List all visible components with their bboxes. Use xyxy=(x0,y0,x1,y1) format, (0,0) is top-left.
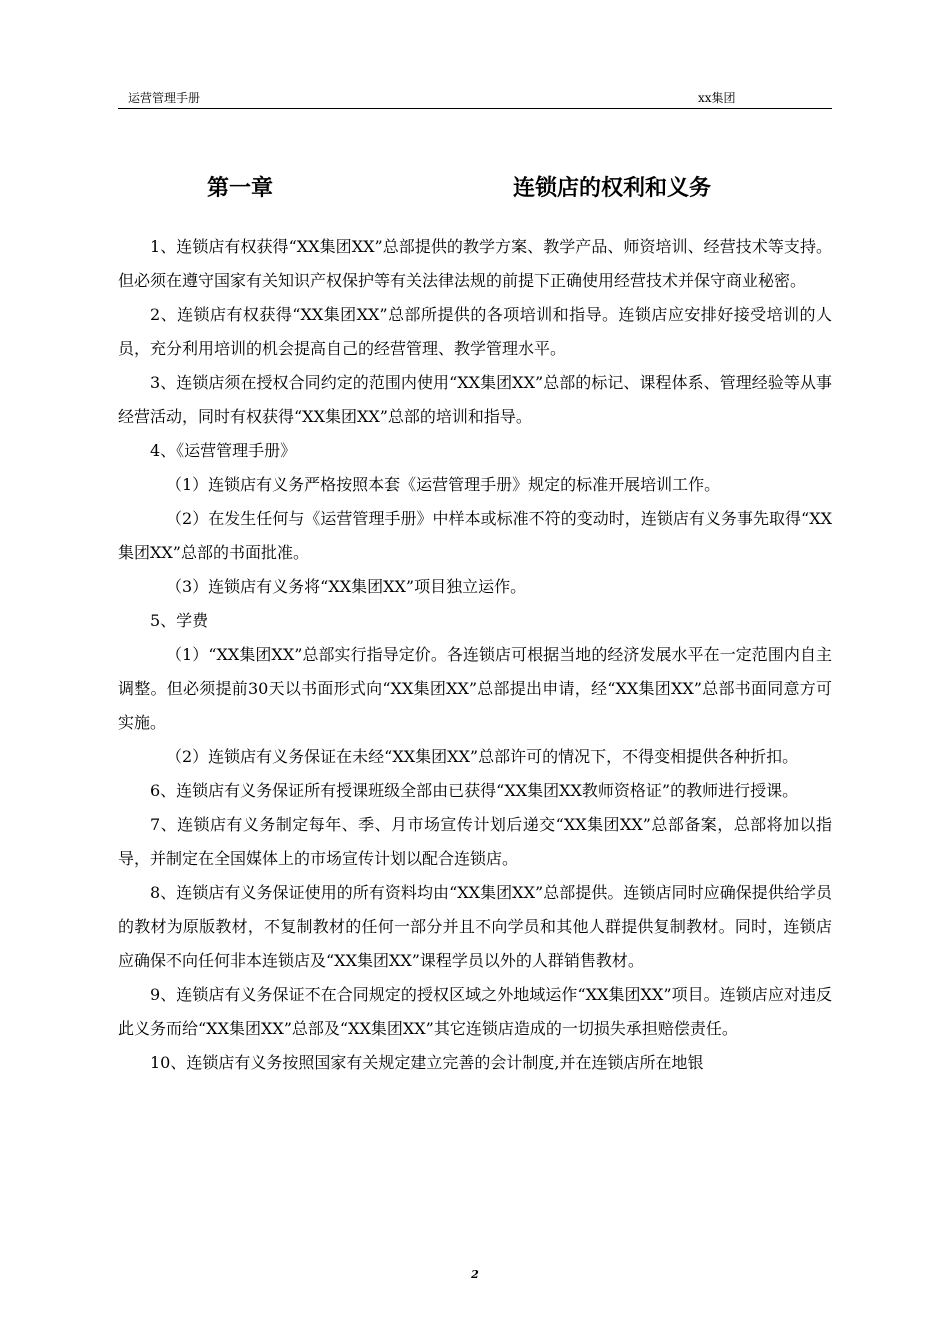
paragraph-4-2: （2）在发生任何与《运营管理手册》中样本或标准不符的变动时，连锁店有义务事先取得“XX集团XX”总部的书面批准。 xyxy=(118,509,832,562)
paragraph-10: 10、连锁店有义务按照国家有关规定建立完善的会计制度,并在连锁店所在地银 xyxy=(150,1053,704,1072)
header-doc-title: 运营管理手册 xyxy=(128,91,201,105)
document-body xyxy=(118,230,832,1080)
paragraph-4-1: （1）连锁店有义务严格按照本套《运营管理手册》规定的标准开展培训工作。 xyxy=(166,475,721,494)
paragraph-5-2: （2）连锁店有义务保证在未经“XX集团XX”总部许可的情况下，不得变相提供各种折扣。 xyxy=(166,747,799,766)
chapter-title xyxy=(0,172,950,206)
paragraph-8: 8、连锁店有义务保证使用的所有资料均由“XX集团XX”总部提供。连锁店同时应确保提供给学员的教材为原版教材，不复制教材的任何一部分并且不向学员和其他人群提供复制教材。同时，连锁店应确保不向任何非本连锁店及“XX集团XX”课程学员以外的人群销售教材。 xyxy=(118,883,832,970)
header-company: xx集团 xyxy=(698,91,736,105)
paragraph-5-heading: 5、学费 xyxy=(150,611,209,630)
page-number: 2 xyxy=(471,1268,479,1281)
page-header xyxy=(118,88,832,109)
paragraph-1: 1、连锁店有权获得“XX集团XX”总部提供的教学方案、教学产品、师资培训、经营技术等支持。但必须在遵守国家有关知识产权保护等有关法律法规的前提下正确使用经营技术并保守商业秘密。 xyxy=(118,237,832,290)
paragraph-5-1: （1）“XX集团XX”总部实行指导定价。各连锁店可根据当地的经济发展水平在一定范围内自主调整。但必须提前30天以书面形式向“XX集团XX”总部提出申请，经“XX集团XX”总部书面同意方可实施。 xyxy=(118,645,832,732)
paragraph-3: 3、连锁店须在授权合同约定的范围内使用“XX集团XX”总部的标记、课程体系、管理经验等从事经营活动，同时有权获得“XX集团XX”总部的培训和指导。 xyxy=(118,373,832,426)
paragraph-6: 6、连锁店有义务保证所有授课班级全部由已获得“XX集团XX教师资格证”的教师进行授课。 xyxy=(150,781,799,800)
paragraph-7: 7、连锁店有义务制定每年、季、月市场宣传计划后递交“XX集团XX”总部备案，总部将加以指导，并制定在全国媒体上的市场宣传计划以配合连锁店。 xyxy=(118,815,832,868)
paragraph-4-heading: 4、《运营管理手册》 xyxy=(150,441,297,460)
chapter-name: 连锁店的权利和义务 xyxy=(513,176,712,201)
paragraph-2: 2、连锁店有权获得“XX集团XX”总部所提供的各项培训和指导。连锁店应安排好接受培训的人员，充分利用培训的机会提高自己的经营管理、教学管理水平。 xyxy=(118,305,832,358)
chapter-number: 第一章 xyxy=(207,176,274,201)
paragraph-4-3: （3）连锁店有义务将“XX集团XX”项目独立运作。 xyxy=(166,577,527,596)
paragraph-9: 9、连锁店有义务保证不在合同规定的授权区域之外地域运作“XX集团XX”项目。连锁店应对违反此义务而给“XX集团XX”总部及“XX集团XX”其它连锁店造成的一切损失承担赔偿责任。 xyxy=(118,985,832,1038)
